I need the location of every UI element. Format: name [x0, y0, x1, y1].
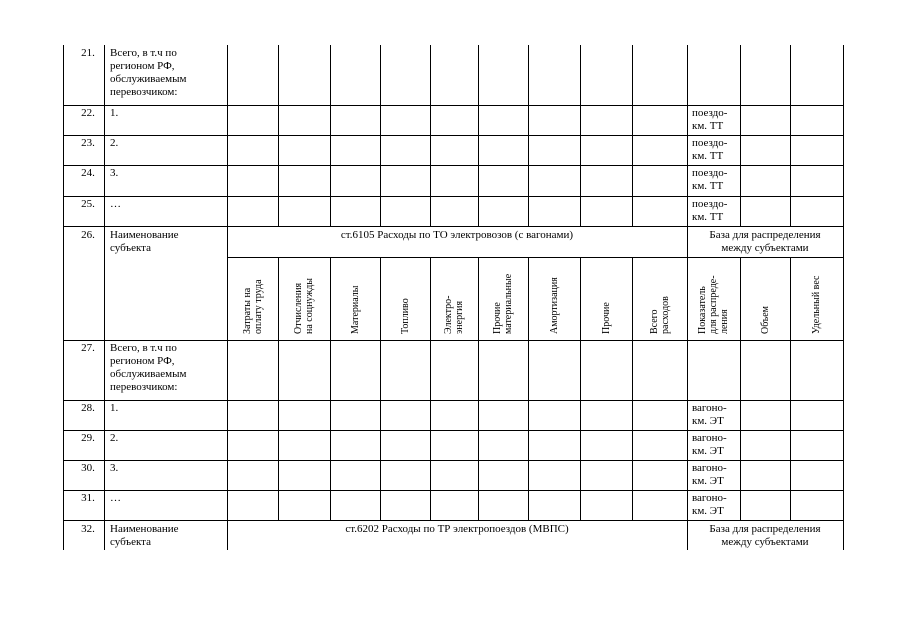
- row-number: 23.: [81, 137, 95, 149]
- column-header: Отчисления на соцнужды: [293, 277, 315, 334]
- row-name: Наименование субъекта: [110, 523, 179, 548]
- row-border: [63, 490, 844, 491]
- value-column-border: [330, 257, 331, 520]
- base-indicator: вагоно- км. ЭТ: [692, 402, 727, 427]
- base-indicator: вагоно- км. ЭТ: [692, 492, 727, 517]
- column-header: Объем: [759, 306, 771, 334]
- row-name: 1.: [110, 107, 119, 119]
- row-name: …: [110, 198, 121, 210]
- row-name: Всего, в т.ч по регионом РФ, обслуживаемым перевозчиком:: [110, 47, 187, 98]
- row-border: [63, 520, 844, 521]
- value-column-border: [740, 257, 741, 520]
- column-header: Удельный вес: [811, 275, 822, 334]
- row-border: [63, 165, 844, 166]
- header-divider: [227, 257, 844, 258]
- row-border: [63, 400, 844, 401]
- table-left-border: [63, 45, 64, 550]
- row-name: 3.: [110, 462, 119, 474]
- row-border: [63, 196, 844, 197]
- column-header: Материалы: [349, 285, 361, 334]
- number-column-border: [104, 45, 105, 550]
- section-title: ст.6105 Расходы по ТО электровозов (с вагонами): [340, 229, 574, 241]
- value-column-border: [632, 45, 633, 226]
- base-indicator: вагоно- км. ЭТ: [692, 432, 727, 457]
- section-title: ст.6202 Расходы по ТР электропоездов (МВПС): [345, 523, 569, 535]
- column-header: Амортизация: [548, 277, 560, 334]
- row-name: 2.: [110, 137, 119, 149]
- column-header: Электро- энергия: [443, 295, 465, 334]
- value-column-border: [740, 45, 741, 226]
- row-number: 26.: [81, 229, 95, 241]
- row-number: 21.: [81, 47, 95, 59]
- value-column-border: [227, 45, 228, 226]
- name-column-border: [227, 226, 228, 520]
- value-column-border: [580, 257, 581, 520]
- base-indicator: поездо- км. ТТ: [692, 137, 728, 162]
- value-column-border: [430, 257, 431, 520]
- column-header: Топливо: [399, 298, 411, 334]
- row-name: Всего, в т.ч по регионом РФ, обслуживаемым перевозчиком:: [110, 342, 187, 393]
- base-indicator: поездо- км. ТТ: [692, 198, 728, 223]
- row-border: [63, 135, 844, 136]
- name-column-border: [227, 520, 228, 550]
- row-border: [63, 430, 844, 431]
- value-column-border: [478, 257, 479, 520]
- row-number: 32.: [81, 523, 95, 535]
- value-column-border: [790, 45, 791, 226]
- value-column-border: [528, 257, 529, 520]
- value-column-border: [330, 45, 331, 226]
- header-bottom-border: [63, 340, 844, 341]
- base-indicator: поездо- км. ТТ: [692, 107, 728, 132]
- value-column-border: [580, 45, 581, 226]
- row-number: 24.: [81, 167, 95, 179]
- value-column-border: [430, 45, 431, 226]
- column-header: Всего расходов: [648, 296, 671, 334]
- base-column-border: [687, 520, 688, 550]
- base-title: База для распределения между субъектами: [709, 229, 821, 254]
- base-indicator: поездо- км. ТТ: [692, 167, 728, 192]
- row-name: …: [110, 492, 121, 504]
- row-number: 30.: [81, 462, 95, 474]
- value-column-border: [478, 45, 479, 226]
- value-column-border: [380, 45, 381, 226]
- value-column-border: [632, 257, 633, 520]
- row-border: [63, 105, 844, 106]
- row-number: 28.: [81, 402, 95, 414]
- row-number: 22.: [81, 107, 95, 119]
- column-header: Затраты на оплату труда: [241, 279, 264, 334]
- row-name: 3.: [110, 167, 119, 179]
- column-header: Прочие материальные: [492, 273, 514, 334]
- table-right-border: [843, 45, 844, 550]
- value-column-border: [278, 257, 279, 520]
- row-name: Наименование субъекта: [110, 229, 179, 254]
- row-number: 31.: [81, 492, 95, 504]
- value-column-border: [278, 45, 279, 226]
- value-column-border: [380, 257, 381, 520]
- row-border: [63, 460, 844, 461]
- row-number: 25.: [81, 198, 95, 210]
- value-column-border: [790, 257, 791, 520]
- base-title: База для распределения между субъектами: [709, 523, 821, 548]
- row-number: 29.: [81, 432, 95, 444]
- value-column-border: [687, 45, 688, 226]
- value-column-border: [528, 45, 529, 226]
- value-column-border: [687, 257, 688, 520]
- row-number: 27.: [81, 342, 95, 354]
- column-header: Прочие: [600, 302, 612, 334]
- row-border: [63, 226, 844, 227]
- column-header: Показатель для распреде- ления: [697, 275, 730, 334]
- base-indicator: вагоно- км. ЭТ: [692, 462, 727, 487]
- row-name: 1.: [110, 402, 119, 414]
- row-name: 2.: [110, 432, 119, 444]
